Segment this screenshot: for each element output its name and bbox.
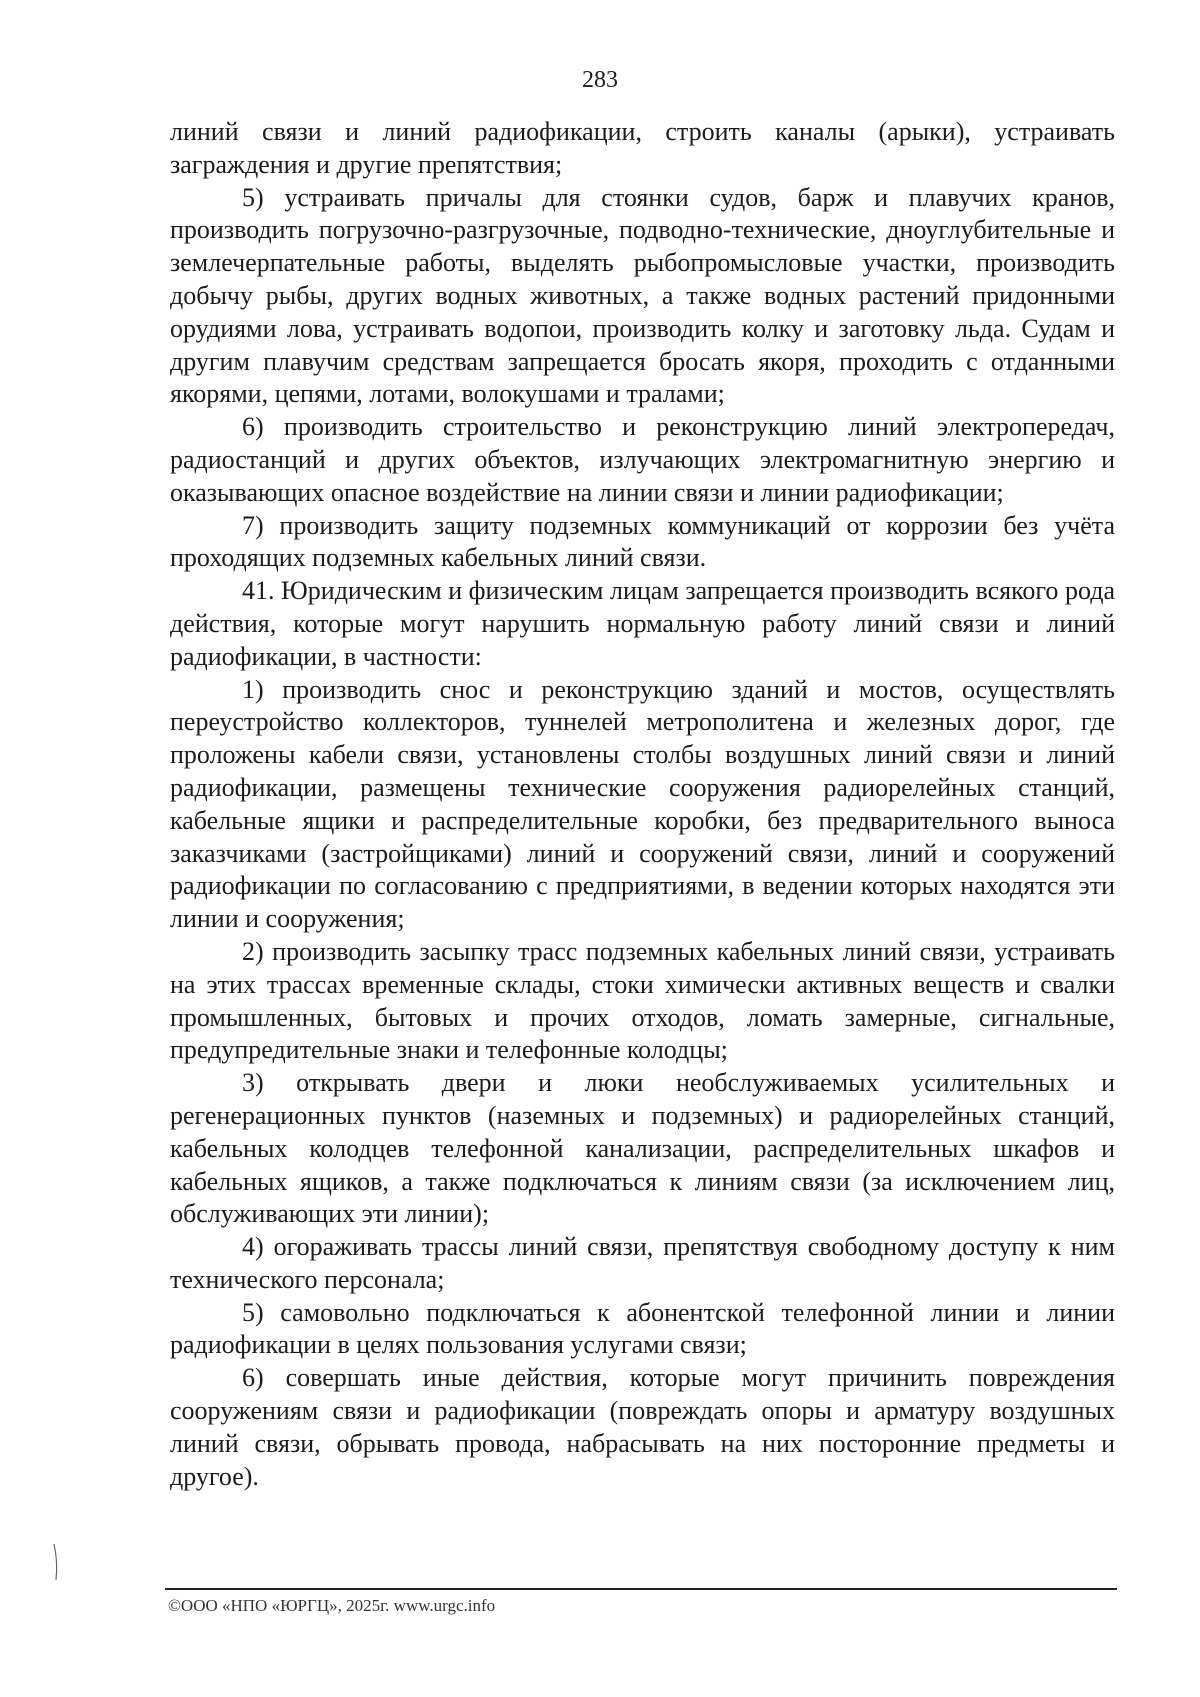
paragraph-41-item-2: 2) производить засыпку трасс подземных кабельных линий связи, устраивать на этих трассах временные склады, стоки химически активных веществ и свалки промышленных, бытовых и прочих отходов, ломать замерные, сигнальные, предупредительные знаки и телефонные колодцы; [170, 936, 1115, 1065]
scan-margin-mark [52, 1542, 62, 1582]
paragraph-41-item-5: 5) самовольно подключаться к абонентской телефонной линии и линии радиофикации в целях пользования услугами связи; [170, 1297, 1115, 1360]
footer-copyright: ©ООО «НПО «ЮРГЦ», 2025г. www.urgc.info [168, 1596, 496, 1615]
paragraph-continuation: линий связи и линий радиофикации, строить каналы (арыки), устраивать заграждения и другие препятствия; [170, 117, 1115, 179]
paragraph-item-6: 6) производить строительство и реконструкцию линий электропередач, радиостанций и других объектов, излучающих электромагнитную энергию и оказывающих опасное воздействие на линии связи и линии радиофикации; [170, 412, 1115, 507]
paragraph-item-7: 7) производить защиту подземных коммуникаций от коррозии без учёта проходящих подземных кабельных линий связи. [170, 510, 1115, 573]
paragraph-41-item-4: 4) огораживать трассы линий связи, препятствуя свободному доступу к ним технического персонала; [170, 1232, 1115, 1294]
paragraph-41-item-6: 6) совершать иные действия, которые могут причинить повреждения сооружениям связи и радиофикации (повреждать опоры и арматуру воздушных линий связи, обрывать провода, набрасывать на них посторонние предметы и другое). [170, 1363, 1115, 1491]
page-number: 283 [582, 67, 618, 93]
paragraph-41-item-3: 3) открывать двери и люки необслуживаемых усилительных и регенерационных пунктов (наземных и подземных) и радиорелейных станций, кабельных колодцев телефонной канализации, распределительных шкафов и кабельных ящиков, а также подключаться к линиям связи (за исключением лиц, обслуживающих эти линии); [170, 1068, 1115, 1229]
footer-divider [165, 1588, 1117, 1590]
paragraph-section-41: 41. Юридическим и физическим лицам запрещается производить всякого рода действия, которые могут нарушить нормальную работу линий связи и линий радиофикации, в частности: [170, 576, 1115, 671]
paragraph-41-item-1: 1) производить снос и реконструкцию зданий и мостов, осуществлять переустройство коллекторов, туннелей метрополитена и железных дорог, где проложены кабели связи, установлены столбы воздушных линий связи и линий радиофикации, размещены технические сооружения радиорелейных станций, кабельные ящики и распределительные коробки, без предварительного выноса заказчиками (застройщиками) линий и сооружений связи, линий и сооружений радиофикации по согласованию с предприятиями, в ведении которых находятся эти линии и сооружения; [170, 674, 1115, 934]
paragraph-item-5: 5) устраивать причалы для стоянки судов, барж и плавучих кранов, производить погрузочно-разгрузочные, подводно-технические, дноуглубительные и землечерпательные работы, выделять рыбопромысловые участки, производить добычу рыбы, других водных животных, а также водных растений придонными орудиями лова, устраивать водопои, производить колку и заготовку льда. Судам и другим плавучим средствам запрещается бросать якоря, проходить с отданными якорями, цепями, лотами, волокушами и тралами; [170, 182, 1115, 409]
document-body [170, 116, 1115, 1493]
